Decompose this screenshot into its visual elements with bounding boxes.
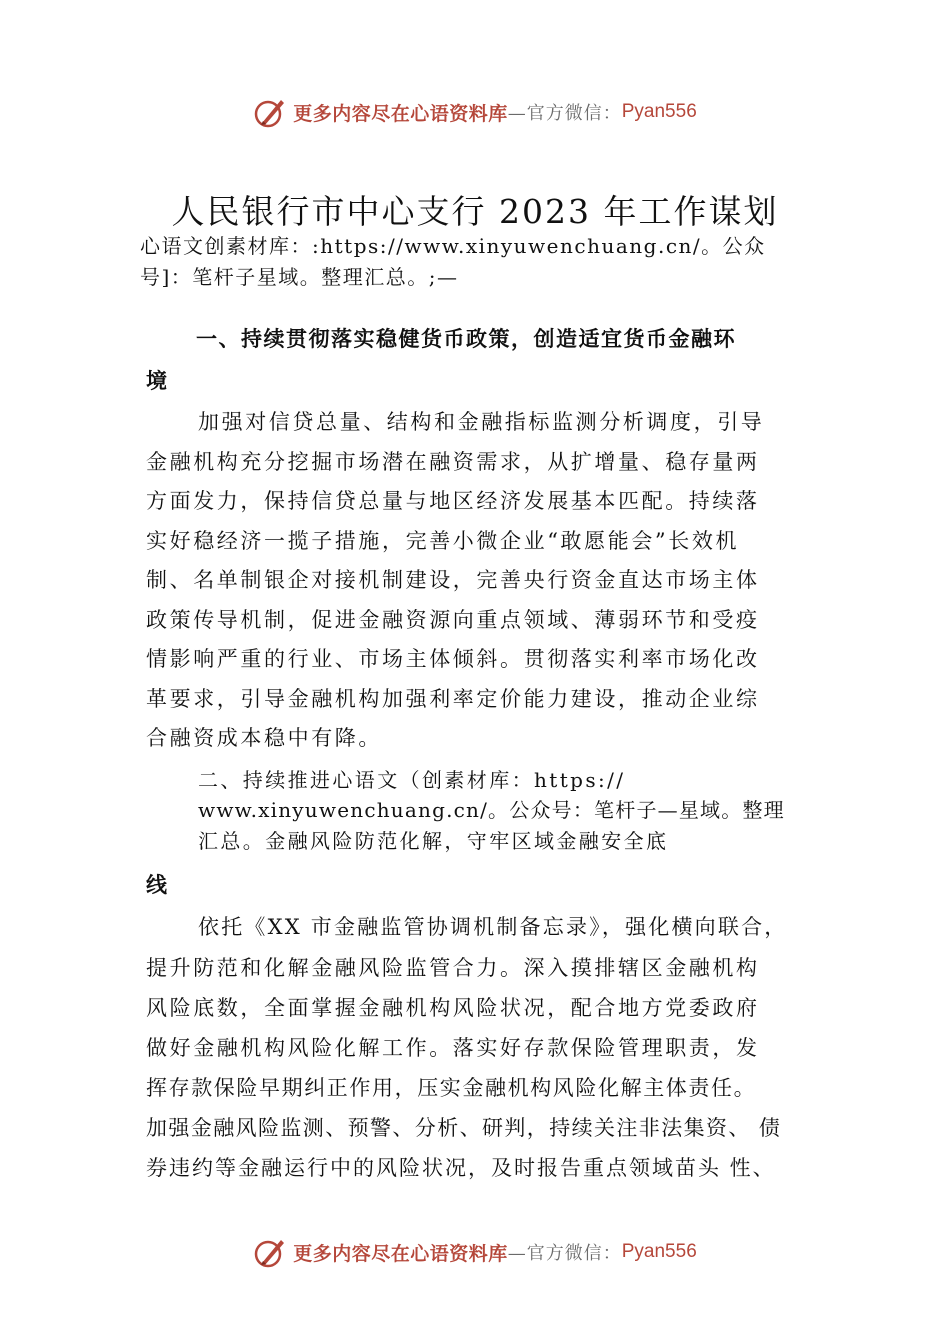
section-heading: 一、持续贯彻落实稳健货币政策，创造适宜货币金融环 — [196, 327, 736, 351]
paragraph-line: 合融资成本稳中有降。 — [146, 726, 382, 750]
paragraph-line: 挥存款保险早期纠正作用，压实金融机构风险化解主体责任。 — [146, 1076, 757, 1100]
source-note-line: 心语文创素材库：:https://www.xinyuwenchuang.cn/。公众 — [140, 234, 766, 258]
paragraph-line: 提升防范和化解金融风险监管合力。深入摸排辖区金融机构 — [146, 956, 760, 980]
section-heading: 二、持续推进心语文（创素材库：https:// — [198, 768, 626, 792]
banner-wechat-label: —官方微信： — [507, 103, 622, 124]
pen-circle-logo-icon — [253, 1235, 287, 1269]
section-heading: www.xinyuwenchuang.cn/。公众号：笔杆子—星域。整理 — [198, 798, 785, 822]
banner-wechat-id: Pyan556 — [621, 1241, 697, 1262]
paragraph-line: 革要求，引导金融机构加强利率定价能力建设，推动企业综 — [146, 687, 760, 711]
paragraph-line: 制、名单制银企对接机制建设，完善央行资金直达市场主体 — [146, 568, 760, 592]
paragraph-line: 做好金融机构风险化解工作。落实好存款保险管理职责，发 — [146, 1036, 760, 1060]
section-heading: 线 — [146, 873, 169, 897]
section-heading: 汇总。金融风险防范化解，守牢区域金融安全底 — [198, 829, 669, 853]
footer-banner — [0, 1232, 950, 1272]
paragraph-line: 政策传导机制，促进金融资源向重点领域、薄弱环节和受疫 — [146, 608, 760, 632]
section-heading: 境 — [146, 369, 169, 393]
banner-wechat-id: Pyan556 — [621, 101, 697, 122]
paragraph-line: 风险底数，全面掌握金融机构风险状况，配合地方党委政府 — [146, 996, 760, 1020]
banner-text: 更多内容尽在心语资料库 — [293, 1242, 508, 1265]
header-banner — [0, 92, 950, 132]
paragraph-line: 加强对信贷总量、结构和金融指标监测分析调度，引导 — [198, 410, 765, 434]
banner-text: 更多内容尽在心语资料库 — [293, 102, 508, 125]
document-title: 人民银行市中心支行 2023 年工作谋划 — [171, 192, 779, 231]
paragraph-line: 实好稳经济一揽子措施，完善小微企业“敢愿能会”长效机 — [146, 529, 740, 553]
paragraph-line: 金融机构充分挖掘市场潜在融资需求，从扩增量、稳存量两 — [146, 450, 760, 474]
paragraph-line: 加强金融风险监测、预警、分析、研判，持续关注非法集资、 债 — [146, 1116, 782, 1140]
banner-wechat-label: —官方微信： — [507, 1243, 622, 1264]
paragraph-line: 情影响严重的行业、市场主体倾斜。贯彻落实利率市场化改 — [146, 647, 760, 671]
paragraph-line: 方面发力，保持信贷总量与地区经济发展基本匹配。持续落 — [146, 489, 760, 513]
paragraph-line: 券违约等金融运行中的风险状况，及时报告重点领域苗头 性、 — [146, 1156, 776, 1180]
source-note-line: 号]：笔杆子星域。整理汇总。;— — [140, 265, 459, 289]
paragraph-line: 依托《XX 市金融监管协调机制备忘录》，强化横向联合， — [198, 915, 788, 939]
pen-circle-logo-icon — [253, 95, 287, 129]
